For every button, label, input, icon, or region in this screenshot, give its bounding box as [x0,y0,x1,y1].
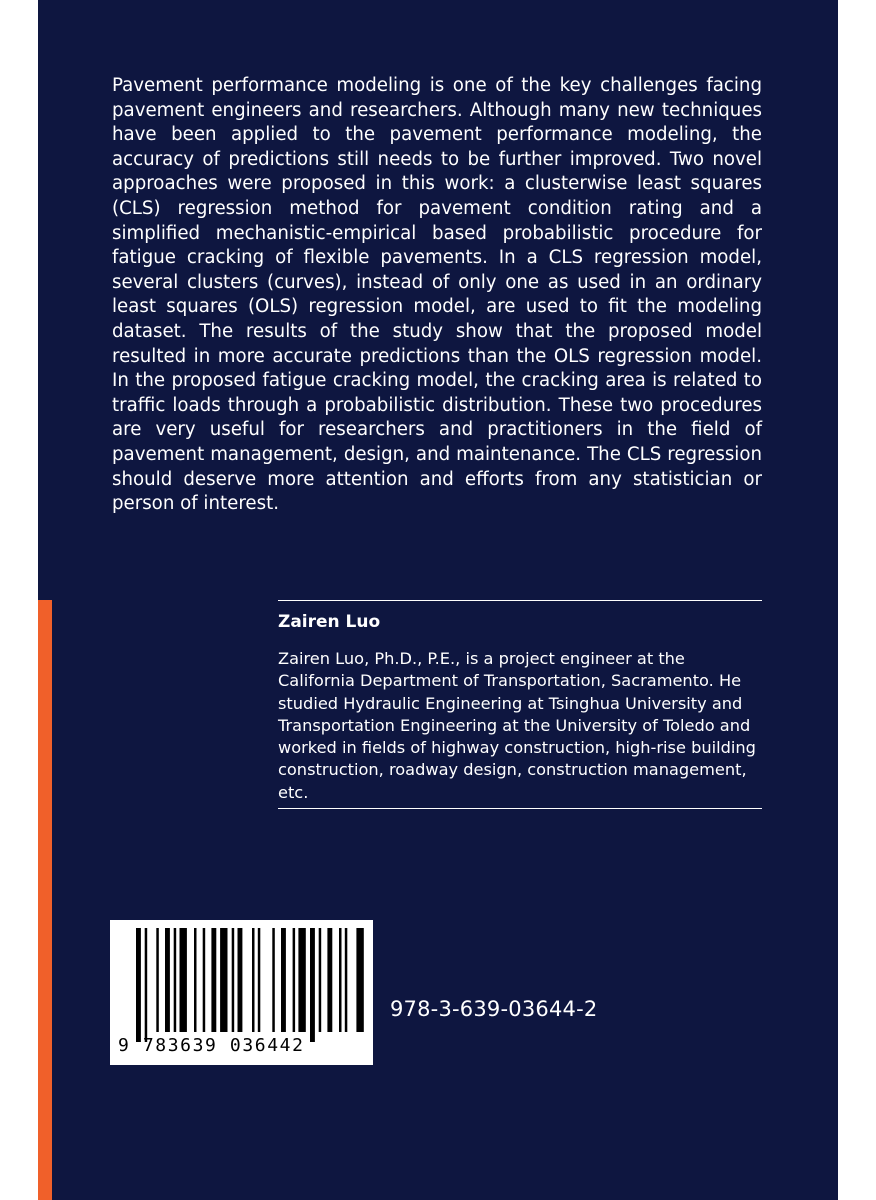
barcode-bar [252,928,255,1032]
barcode-bar [238,928,243,1032]
barcode-bar [220,928,227,1032]
barcode-bar [232,928,235,1032]
barcode-bar [272,928,275,1032]
author-divider-bottom [278,808,762,809]
barcode-bar [298,928,305,1032]
barcode [110,920,373,1065]
barcode-bar [165,928,170,1032]
author-bio: Zairen Luo, Ph.D., P.E., is a project engineer at the California Department of Transportation, Sacramento. He studied Hydraulic Engineering at Tsinghua University and Transportation Engineering at the University of Toledo and worked in fields of highway construction, high-rise building construction, roadway design, construction management, etc. [278,649,756,802]
barcode-bar [339,928,342,1032]
barcode-bar [310,928,315,1042]
barcode-bar [180,928,187,1032]
barcode-digits: 9 783639 036442 [118,1035,305,1056]
author-name: Zairen Luo [278,612,381,632]
barcode-bar [293,928,296,1032]
barcode-bars [110,920,373,1065]
orange-accent-bar [38,600,52,1200]
barcode-bar [281,928,286,1032]
barcode-bar [356,928,363,1032]
barcode-bar [145,928,148,1042]
barcode-bar [319,928,322,1032]
barcode-bar [194,928,197,1032]
barcode-bar [258,928,261,1032]
barcode-bar [156,928,159,1032]
barcode-bar [211,928,216,1032]
barcode-bar [345,928,348,1032]
barcode-bar [203,928,206,1032]
book-description: Pavement performance modeling is one of the key challenges facing pavement engineers and researchers. Although many new techniques have been applied to the pavement performance modeling, the accuracy of predictions still needs to be further improved. Two novel approaches were proposed in this work: a clusterwise least squares (CLS) regression method for pavement condition rating and a simplified mechanistic-empirical based probabilistic procedure for fatigue cracking of flexible pavements. In a CLS regression model, several clusters (curves), instead of only one as used in an ordinary least squares (OLS) regression model, are used to fit the modeling dataset. The results of the study show that the proposed model resulted in more accurate predictions than the OLS regression model. In the proposed fatigue cracking model, the cracking area is related to traffic loads through a probabilistic distribution. These two procedures are very useful for researchers and practitioners in the field of pavement management, design, and maintenance. The CLS regression should deserve more attention and efforts from any statistician or person of interest. [112,75,762,515]
isbn-number: 978-3-639-03644-2 [390,997,598,1021]
barcode-bar [136,928,141,1042]
author-divider-top [278,600,762,601]
barcode-bar [174,928,177,1032]
barcode-bar [327,928,332,1032]
